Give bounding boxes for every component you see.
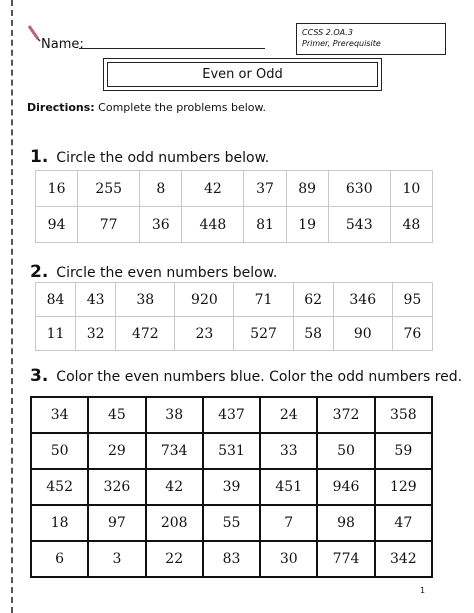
color-table-cell[interactable]: 326	[88, 469, 145, 505]
even-table-row	[36, 283, 433, 317]
color-table-cell[interactable]: 208	[146, 505, 203, 541]
even-table-cell[interactable]: 84	[36, 283, 76, 317]
odd-table-cell[interactable]: 94	[36, 207, 78, 243]
question-1-heading	[30, 147, 269, 167]
question-2-text: Circle the even numbers below.	[56, 265, 278, 281]
color-table-cell[interactable]: 50	[317, 433, 374, 469]
even-table-cell[interactable]: 95	[392, 283, 432, 317]
even-table-cell[interactable]: 23	[175, 317, 234, 351]
color-table-cell[interactable]: 22	[146, 541, 203, 577]
even-table-cell[interactable]: 346	[333, 283, 392, 317]
odd-table-cell[interactable]: 36	[140, 207, 182, 243]
odd-table-cell[interactable]: 255	[78, 171, 140, 207]
odd-table-row	[36, 171, 433, 207]
color-table-cell[interactable]: 946	[317, 469, 374, 505]
color-table-row	[31, 469, 432, 505]
color-table-cell[interactable]: 38	[146, 397, 203, 433]
odd-table-cell[interactable]: 48	[390, 207, 432, 243]
color-table-cell[interactable]: 83	[203, 541, 260, 577]
odd-table-cell[interactable]: 8	[140, 171, 182, 207]
even-table-cell[interactable]: 62	[293, 283, 333, 317]
directions-label: Directions:	[27, 101, 95, 114]
even-table-cell[interactable]: 920	[175, 283, 234, 317]
color-table-cell[interactable]: 59	[375, 433, 432, 469]
color-table-cell[interactable]: 452	[31, 469, 88, 505]
name-label: Name:	[41, 37, 84, 52]
color-table-cell[interactable]: 18	[31, 505, 88, 541]
question-3-heading	[30, 366, 462, 386]
color-table-cell[interactable]: 451	[260, 469, 317, 505]
page-title: Even or Odd	[107, 62, 378, 87]
directions-text: Complete the problems below.	[98, 101, 266, 114]
even-table-cell[interactable]: 58	[293, 317, 333, 351]
question-2-heading	[30, 262, 277, 282]
odd-table-row	[36, 207, 433, 243]
ccss-code: CCSS 2.OA.3	[302, 28, 353, 37]
odd-table-cell[interactable]: 10	[390, 171, 432, 207]
color-table-row	[31, 397, 432, 433]
odd-table-cell[interactable]: 19	[286, 207, 328, 243]
color-table-cell[interactable]: 47	[375, 505, 432, 541]
odd-table-cell[interactable]: 89	[286, 171, 328, 207]
color-table-cell[interactable]: 39	[203, 469, 260, 505]
color-table-cell[interactable]: 734	[146, 433, 203, 469]
even-table-cell[interactable]: 76	[392, 317, 432, 351]
question-1-number: 1.	[30, 147, 49, 167]
color-table-cell[interactable]: 33	[260, 433, 317, 469]
even-table-cell[interactable]: 71	[234, 283, 293, 317]
even-table-cell[interactable]: 527	[234, 317, 293, 351]
color-table-cell[interactable]: 29	[88, 433, 145, 469]
standards-box	[296, 23, 446, 55]
odd-table-cell[interactable]: 630	[328, 171, 390, 207]
odd-table-cell[interactable]: 37	[244, 171, 286, 207]
even-table-cell[interactable]: 32	[76, 317, 116, 351]
odd-table-cell[interactable]: 448	[182, 207, 244, 243]
color-table-cell[interactable]: 42	[146, 469, 203, 505]
color-table-cell[interactable]: 7	[260, 505, 317, 541]
color-table-cell[interactable]: 3	[88, 541, 145, 577]
odd-table-cell[interactable]: 543	[328, 207, 390, 243]
color-table-cell[interactable]: 6	[31, 541, 88, 577]
color-table-cell[interactable]: 34	[31, 397, 88, 433]
even-table-row	[36, 317, 433, 351]
color-table-cell[interactable]: 129	[375, 469, 432, 505]
color-table-cell[interactable]: 98	[317, 505, 374, 541]
directions	[27, 101, 266, 114]
question-3-text: Color the even numbers blue. Color the odd numbers red.	[56, 369, 463, 385]
color-table-cell[interactable]: 30	[260, 541, 317, 577]
odd-table-cell[interactable]: 42	[182, 171, 244, 207]
even-numbers-table	[35, 282, 433, 351]
ccss-level: Primer, Prerequisite	[302, 39, 381, 48]
color-table-cell[interactable]: 24	[260, 397, 317, 433]
color-table-row	[31, 433, 432, 469]
question-2-number: 2.	[30, 262, 49, 282]
odd-table-cell[interactable]: 81	[244, 207, 286, 243]
question-3-number: 3.	[30, 366, 49, 386]
color-table-cell[interactable]: 342	[375, 541, 432, 577]
odd-numbers-table	[35, 170, 433, 243]
title-box	[103, 58, 382, 91]
color-table-cell[interactable]: 55	[203, 505, 260, 541]
margin-dashed-line	[11, 0, 13, 613]
odd-table-cell[interactable]: 77	[78, 207, 140, 243]
color-table-row	[31, 541, 432, 577]
even-table-cell[interactable]: 472	[116, 317, 175, 351]
page-number: 1	[420, 586, 426, 595]
pencil-icon	[27, 24, 41, 42]
color-table-row	[31, 505, 432, 541]
even-table-cell[interactable]: 90	[333, 317, 392, 351]
color-numbers-table	[30, 396, 433, 578]
name-field-line[interactable]	[79, 48, 265, 49]
even-table-cell[interactable]: 38	[116, 283, 175, 317]
color-table-cell[interactable]: 774	[317, 541, 374, 577]
even-table-cell[interactable]: 11	[36, 317, 76, 351]
color-table-cell[interactable]: 358	[375, 397, 432, 433]
color-table-cell[interactable]: 97	[88, 505, 145, 541]
color-table-cell[interactable]: 45	[88, 397, 145, 433]
question-1-text: Circle the odd numbers below.	[56, 150, 270, 166]
color-table-cell[interactable]: 372	[317, 397, 374, 433]
odd-table-cell[interactable]: 16	[36, 171, 78, 207]
color-table-cell[interactable]: 531	[203, 433, 260, 469]
even-table-cell[interactable]: 43	[76, 283, 116, 317]
color-table-cell[interactable]: 437	[203, 397, 260, 433]
color-table-cell[interactable]: 50	[31, 433, 88, 469]
